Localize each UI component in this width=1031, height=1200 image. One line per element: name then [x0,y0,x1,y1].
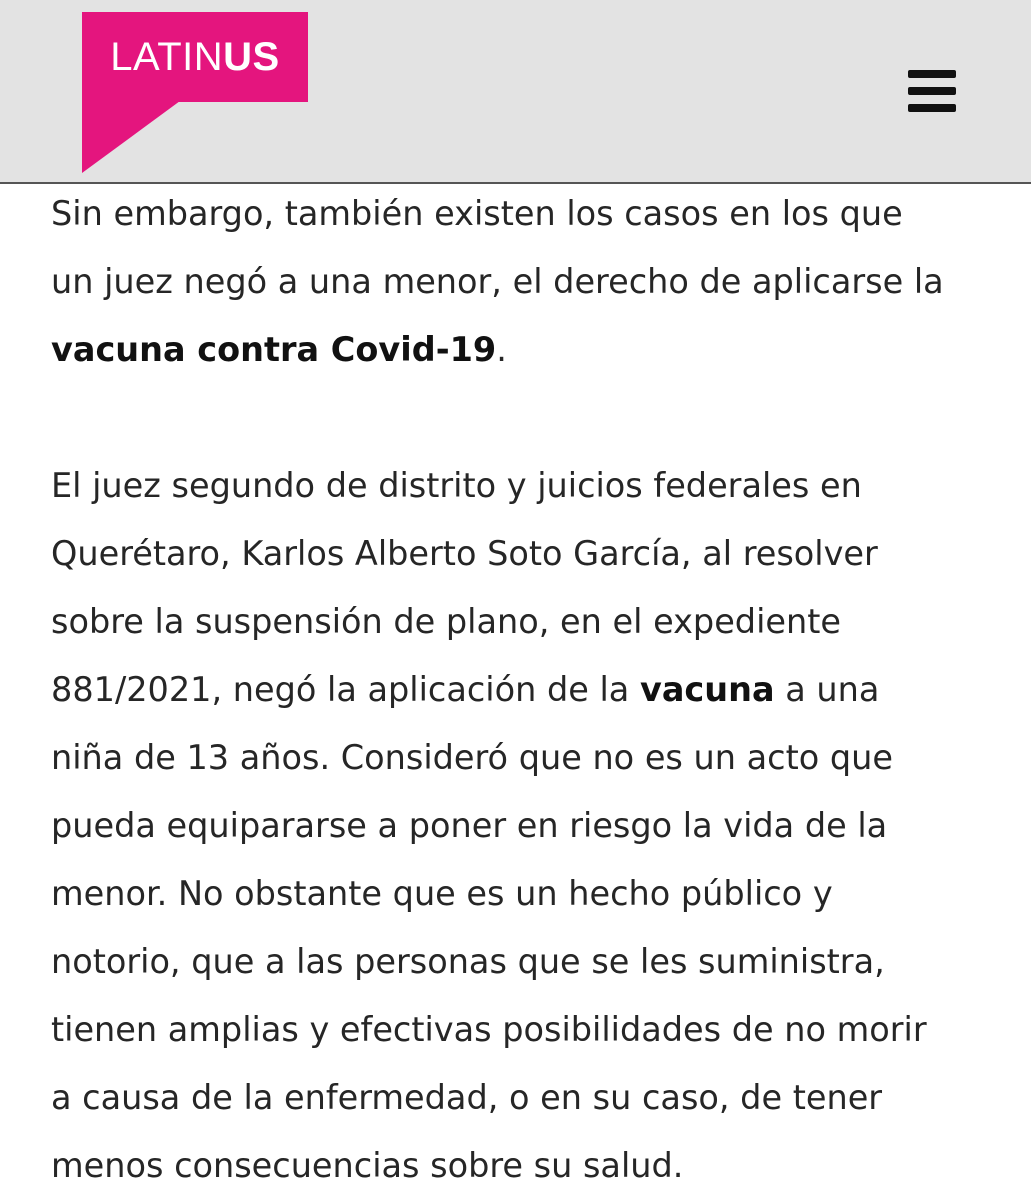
paragraph-line: sobre la suspensión de plano, en el expediente [51,602,841,641]
bold-phrase: vacuna contra Covid-19 [51,330,497,369]
menu-bar-bottom [908,104,956,112]
paragraph-line [51,316,991,384]
line-text: . [496,330,507,369]
paragraph-line [51,656,991,724]
menu-bar-top [908,70,956,78]
bold-word: vacuna [639,670,775,709]
paragraph-line: un juez negó a una menor, el derecho de aplicarse la [51,262,944,301]
paragraph-line: notorio, que a las personas que se les suministra, [51,942,885,981]
line-text: 881/2021, negó la aplicación de la [51,670,640,709]
paragraph-line: niña de 13 años. Consideró que no es un acto que [51,738,893,777]
line-text: a una [774,670,880,709]
article-paragraph-1 [51,180,991,384]
article-paragraph-2 [51,452,991,1200]
paragraph-line: a causa de la enfermedad, o en su caso, de tener [51,1078,883,1117]
paragraph-line: Querétaro, Karlos Alberto Soto García, al resolver [51,534,878,573]
paragraph-line: tienen amplias y efectivas posibilidades de no morir [51,1010,927,1049]
logo-box [82,12,308,102]
hamburger-menu-icon[interactable] [905,68,961,116]
menu-bar-middle [908,87,956,95]
logo-speech-tail [82,101,180,173]
logo-text [110,35,279,80]
paragraph-line: pueda equipararse a poner en riesgo la vida de la [51,806,888,845]
article-body [51,180,991,1200]
paragraph-line: menos consecuencias sobre su salud. [51,1146,684,1185]
logo-text-light: LATIN [110,34,224,79]
paragraph-line: El juez segundo de distrito y juicios federales en [51,466,862,505]
paragraph-line: menor. No obstante que es un hecho público y [51,874,833,913]
latinus-logo[interactable] [82,12,308,172]
logo-text-bold: US [223,34,280,79]
site-header [0,0,1031,184]
paragraph-line: Sin embargo, también existen los casos en los que [51,194,903,233]
